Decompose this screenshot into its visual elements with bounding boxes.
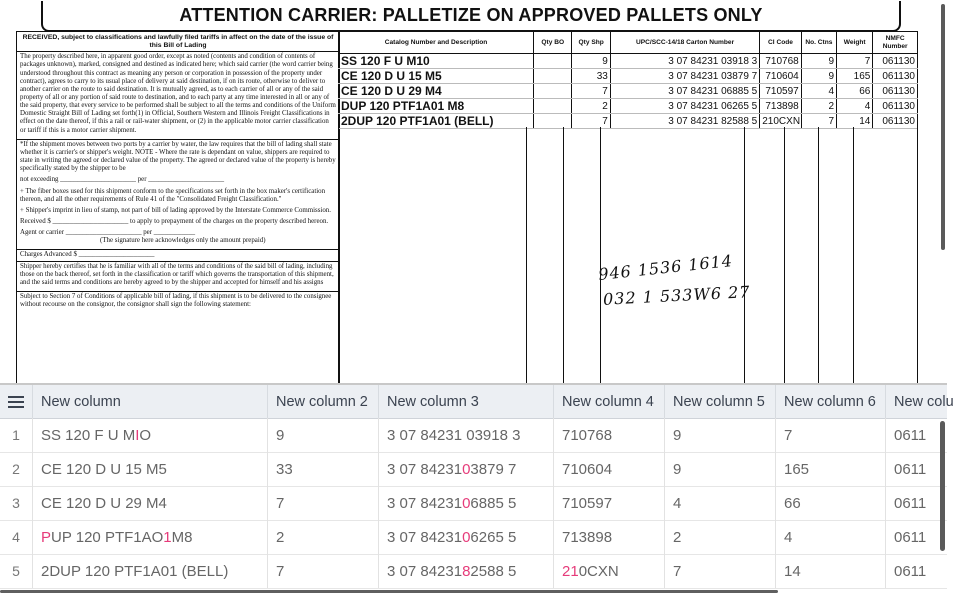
item-row	[339, 54, 918, 69]
sheet-cell[interactable]: 4	[665, 486, 776, 520]
sheet-cell[interactable]: 21 0CXN	[554, 554, 665, 588]
sheet-cell[interactable]: 165	[776, 452, 886, 486]
sheet-cell[interactable]: 710597	[554, 486, 665, 520]
sheet-row	[0, 554, 947, 589]
header-upc: UPC/SCC-14/18 Carton Number	[610, 32, 759, 54]
items-column-rules	[338, 127, 918, 383]
item-ci-code: 713898	[760, 99, 802, 114]
item-ctns: 7	[801, 114, 836, 129]
sheet-cell[interactable]: 0611	[894, 562, 927, 580]
item-ctns: 9	[801, 69, 836, 84]
sheet-cell[interactable]: 7	[268, 486, 379, 520]
legal-paragraph: Shipper hereby certifies that he is familiar with all of the terms and conditions of the said bill of lading, including those on the back thereof, set forth in the classification or tariff which governs the transportation of this shipment, and the said terms and conditions are hereby agreed to by the shipper and accepted for himself and his assigns	[20, 262, 334, 286]
sheet-cell[interactable]: P UP 120 PTF1AO 1 M8	[33, 520, 268, 554]
legal-value-declaration	[17, 140, 339, 251]
sheet-cell[interactable]: 3 07 84231 0 6265 5	[379, 520, 554, 554]
spreadsheet-grid	[0, 383, 954, 594]
sheet-cell[interactable]: 2DUP 120 PTF1A01 (BELL)	[33, 554, 268, 588]
column-header[interactable]: New column 4	[554, 385, 665, 418]
header-weight: Weight	[837, 32, 873, 54]
item-qty-bo	[534, 84, 572, 99]
item-nmfc: 061130	[873, 69, 918, 84]
header-ci-code: CI Code	[760, 32, 802, 54]
header-nmfc: NMFC Number	[873, 32, 918, 54]
item-ci-code: 710604	[760, 69, 802, 84]
legal-contract-text	[17, 52, 339, 140]
item-upc: 3 07 84231 06265 5	[610, 99, 759, 114]
column-header[interactable]: New column 2	[268, 385, 379, 418]
legal-paragraph: Subject to Section 7 of Conditions of applicable bill of lading, if this shipment is to be delivered to the consignee without recourse on the consignor, the consignor shall sign the following statement:	[20, 293, 332, 309]
hamburger-menu-icon[interactable]	[0, 385, 33, 418]
sheet-cell[interactable]: SS 120 F U M I O	[33, 418, 268, 452]
handwritten-note: 032 1 533W6 27	[602, 282, 751, 309]
item-weight: 4	[837, 99, 873, 114]
item-upc: 3 07 84231 03879 7	[610, 69, 759, 84]
sheet-cell[interactable]: 33	[268, 452, 379, 486]
sheet-cell[interactable]: 3 07 84231 0 3879 7	[379, 452, 554, 486]
item-nmfc: 061130	[873, 99, 918, 114]
header-no-ctns: No. Ctns	[801, 32, 836, 54]
item-qty-shp: 7	[572, 114, 610, 129]
item-qty-shp: 7	[572, 84, 610, 99]
sheet-cell[interactable]: 3 07 84231 03918 3	[379, 418, 554, 452]
item-nmfc: 061130	[873, 54, 918, 69]
legal-paragraph: + Shipper's imprint in lieu of stamp, not part of bill of lading approved by the Interstate Commerce Commission.	[20, 206, 331, 214]
item-qty-shp: 2	[572, 99, 610, 114]
item-ci-code: 710768	[760, 54, 802, 69]
item-description: CE 120 D U 29 M4	[339, 84, 534, 99]
item-upc: 3 07 84231 06885 5	[610, 84, 759, 99]
legal-paragraph: Agent or carrier ______________________ per ____________	[20, 229, 196, 237]
sheet-cell[interactable]: 14	[776, 554, 886, 588]
item-ci-code: 710597	[760, 84, 802, 99]
legal-terms-panel	[16, 31, 340, 385]
banner-title: ATTENTION CARRIER: PALLETIZE ON APPROVED PALLETS ONLY	[41, 1, 901, 32]
sheet-cell[interactable]: 7	[665, 554, 776, 588]
column-header[interactable]: New column	[33, 385, 268, 418]
items-table	[338, 31, 918, 129]
sheet-cell[interactable]: CE 120 D U 15 M5	[33, 452, 268, 486]
sheet-cell[interactable]: 710604	[554, 452, 665, 486]
legal-paragraph: (The signature here acknowledges only the amount prepaid)	[100, 237, 266, 245]
column-header[interactable]: New column 3	[379, 385, 554, 418]
item-qty-shp: 9	[572, 54, 610, 69]
sheet-cell[interactable]: 710768	[554, 418, 665, 452]
item-upc: 3 07 84231 82588 5	[610, 114, 759, 129]
item-weight: 14	[837, 114, 873, 129]
sheet-cell[interactable]: 3 07 84231 0 6885 5	[379, 486, 554, 520]
sheet-cell[interactable]: 9	[665, 418, 776, 452]
item-weight: 66	[837, 84, 873, 99]
item-description: CE 120 D U 15 M5	[339, 69, 534, 84]
legal-paragraph: + The fiber boxes used for this shipment conform to the specifications set forth in the box maker's certification thereon, and all the other requirements of Rule 41 of the "Consolidated Freight Classification."	[20, 187, 326, 203]
sheet-row	[0, 486, 947, 521]
charges-advanced	[17, 250, 339, 261]
legal-paragraph: Charges Advanced $ ______________________	[20, 251, 155, 259]
item-ctns: 4	[801, 84, 836, 99]
item-row	[339, 69, 918, 84]
sheet-cell[interactable]: 3 07 84231 8 2588 5	[379, 554, 554, 588]
sheet-cell[interactable]: CE 120 D U 29 M4	[33, 486, 268, 520]
sheet-cell[interactable]: 2	[665, 520, 776, 554]
section-7-text	[17, 292, 339, 313]
items-table-header	[339, 32, 918, 54]
header-qty-bo: Qty BO	[534, 32, 572, 54]
sheet-cell[interactable]: 7	[776, 418, 886, 452]
sheet-cell[interactable]: 7	[268, 554, 379, 588]
item-qty-bo	[534, 99, 572, 114]
sheet-cell[interactable]: 4	[776, 520, 886, 554]
item-description: DUP 120 PTF1A01 M8	[339, 99, 534, 114]
horizontal-scrollbar[interactable]	[0, 590, 778, 593]
sheet-cell[interactable]: 0611	[894, 494, 927, 512]
item-qty-bo	[534, 69, 572, 84]
sheet-cell[interactable]: 0611	[894, 426, 927, 444]
sheet-cell[interactable]: 0611	[894, 460, 927, 478]
item-nmfc: 061130	[873, 114, 918, 129]
column-header-row	[0, 385, 954, 419]
row-number[interactable]: 4	[0, 520, 33, 554]
item-weight: 7	[837, 54, 873, 69]
sheet-cell[interactable]: 9	[665, 452, 776, 486]
document-scrollbar[interactable]	[941, 4, 945, 250]
sheet-cell[interactable]: 66	[776, 486, 886, 520]
row-number[interactable]: 2	[0, 452, 33, 486]
header-catalog: Catalog Number and Description	[339, 32, 534, 54]
sheet-row	[0, 418, 947, 453]
item-row	[339, 84, 918, 99]
sheet-cell[interactable]: 2	[268, 520, 379, 554]
legal-paragraph: Received $ ______________________ to apply to prepayment of the charges on the property described hereon.	[20, 218, 329, 225]
sheet-row	[0, 520, 947, 555]
item-qty-shp: 33	[572, 69, 610, 84]
item-qty-bo	[534, 54, 572, 69]
legal-paragraph: *If the shipment moves between two ports by a carrier by water, the law requires that the bill of lading shall state whether it is carrier's or shipper's weight. NOTE - Where the rate is dependant on value, shippers are required to state in writing the agreed or declared value of the property. The agreed or declared value of the property is hereby specifically stated by the shipper to be	[20, 140, 336, 173]
handwritten-note: 946 1536 1614	[597, 250, 734, 285]
shipper-certification	[17, 262, 339, 292]
item-ci-code: 210CXN	[760, 114, 802, 129]
column-header[interactable]: New column 5	[665, 385, 776, 418]
header-qty-shp: Qty Shp	[572, 32, 610, 54]
item-description: 2DUP 120 PTF1A01 (BELL)	[339, 114, 534, 129]
row-number[interactable]: 3	[0, 486, 33, 520]
item-description: SS 120 F U M10	[339, 54, 534, 69]
row-number[interactable]: 5	[0, 554, 33, 588]
item-row	[339, 99, 918, 114]
sheet-cell[interactable]: 713898	[554, 520, 665, 554]
item-upc: 3 07 84231 03918 3	[610, 54, 759, 69]
row-number[interactable]: 1	[0, 418, 33, 452]
column-header[interactable]: New column 6	[776, 385, 886, 418]
legal-paragraph: not exceeding ______________________ per ______________________	[20, 176, 225, 184]
item-nmfc: 061130	[873, 84, 918, 99]
column-header[interactable]: New colu	[894, 393, 954, 410]
sheet-row	[0, 452, 947, 487]
legal-header: RECEIVED, subject to classifications and lawfully filed tariffs in affect on the date of the issue of this Bill of Lading	[17, 32, 339, 52]
item-weight: 165	[837, 69, 873, 84]
vertical-scrollbar[interactable]	[940, 421, 945, 551]
legal-paragraph: The property described here, in apparent good order, except as noted (contents and condition of contents of packages unknown), marked, consigned and destined as indicated here; which said carrier (the word carrier being understood throughout this contract as meaning any person or corporation in possession of the property under contract), agrees to carry to its usual place of delivery at said destination, if on its route, otherwise to deliver to another carrier on the route to said destination. It is mutually agreed, as to each carrier of all or any of the said property of all or any portion of said route to destination, and to each party at any time interested in all or any of the said property, that every service to be performed shall be subject to all the terms and conditions of the Uniform Domestic Straight Bill of Lading set forth(1) in Official, Southern Western and Illinois Freight Classifications in effect on the date thereof, if this a rail or rail-water shipment, or (2) in the applicable motor carrier classification or tariff if this is a motor carrier shipment.	[20, 53, 336, 134]
item-ctns: 2	[801, 99, 836, 114]
sheet-cell[interactable]: 0611	[894, 528, 927, 546]
sheet-cell[interactable]: 9	[268, 418, 379, 452]
item-ctns: 9	[801, 54, 836, 69]
